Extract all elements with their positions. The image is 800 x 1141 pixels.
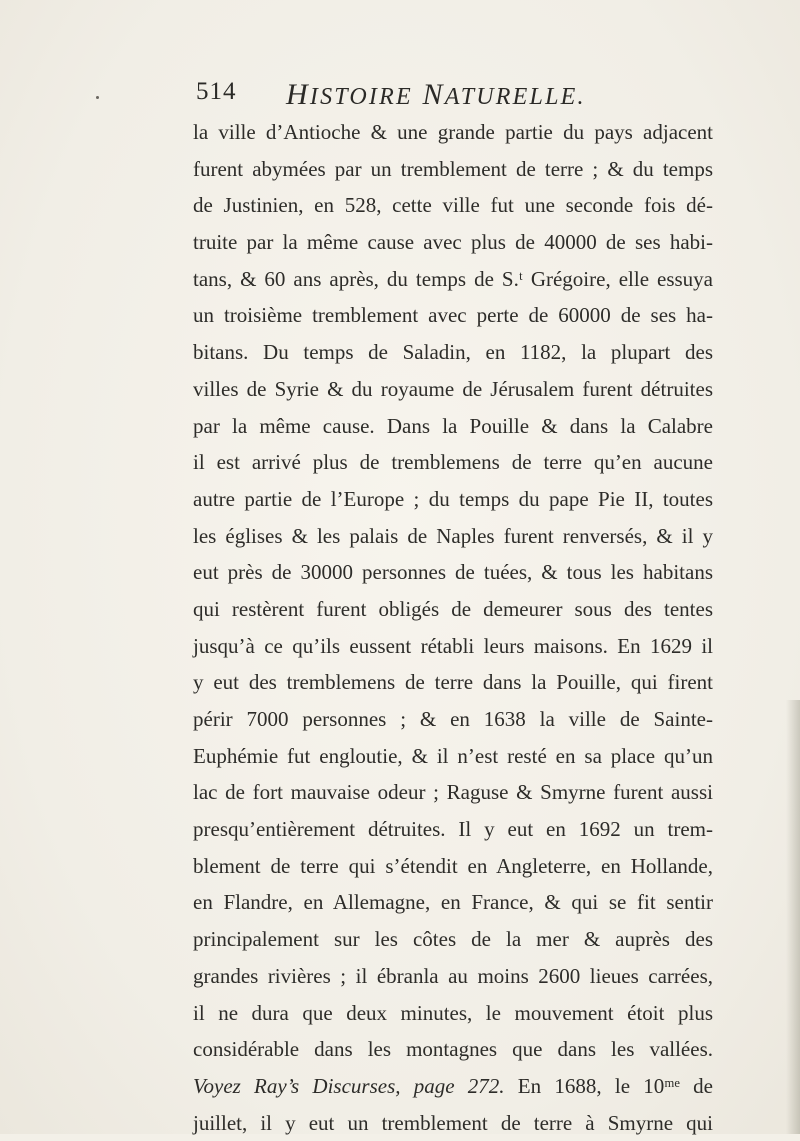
text-line: grandes rivières ; il ébranla au moins 2600 lieues carrées, — [193, 963, 713, 988]
text-line: truite par la même cause avec plus de 40000 de ses habi- — [193, 230, 713, 255]
text-line: Euphémie fut engloutie, & il n’est resté en sa place qu’un — [193, 743, 713, 768]
text-line: il ne dura que deux minutes, le mouvement étoit plus — [193, 1000, 713, 1025]
margin-mark — [96, 96, 99, 99]
running-title-initial-n: N — [412, 78, 445, 111]
page-number: 514 — [196, 78, 237, 105]
text-line: blement de terre qui s’étendit en Angleterre, en Hollande, — [193, 853, 713, 878]
running-title-initial-h: H — [286, 78, 310, 111]
text-line: les églises & les palais de Naples furent renversés, & il y — [193, 523, 713, 548]
text-line: par la même cause. Dans la Pouille & dans la Calabre — [193, 413, 713, 438]
page-header — [196, 78, 656, 112]
text-line: principalement sur les côtes de la mer & auprès des — [193, 927, 713, 952]
text-line: eut près de 30000 personnes de tuées, & tous les habitans — [193, 560, 713, 585]
text-line: la ville d’Antioche & une grande partie du pays adjacent — [193, 120, 713, 144]
citation-reference: Voyez Ray’s Discurses, page 272. — [193, 1073, 505, 1098]
text-line: qui restèrent furent obligés de demeurer sous des tentes — [193, 596, 713, 621]
text-line: jusqu’à ce qu’ils eussent rétabli leurs maisons. En 1629 il — [193, 633, 713, 658]
text-line: considérable dans les montagnes que dans les vallées. — [193, 1037, 713, 1062]
text-line: bitans. Du temps de Saladin, en 1182, la plupart des — [193, 340, 713, 365]
text-line: un troisième tremblement avec perte de 60000 de ses ha- — [193, 303, 713, 328]
running-title-word-naturelle: ATURELLE. — [444, 84, 586, 110]
text-line: furent abymées par un tremblement de terre ; & du temps — [193, 156, 713, 181]
text-line: en Flandre, en Allemagne, en France, & qui se fit sentir — [193, 890, 713, 915]
text-line: villes de Syrie & du royaume de Jérusalem furent détruites — [193, 376, 713, 401]
text-line: il est arrivé plus de tremblemens de terre qu’en aucune — [193, 450, 713, 475]
text-line-citation — [193, 1068, 713, 1105]
text-line: y eut des tremblemens de terre dans la Pouille, qui firent — [193, 670, 713, 695]
text-line: autre partie de l’Europe ; du temps du pape Pie II, toutes — [193, 486, 713, 511]
text-line: de Justinien, en 528, cette ville fut une seconde fois dé- — [193, 193, 713, 218]
page-edge-shadow — [786, 700, 800, 1134]
text-line: presqu’entièrement détruites. Il y eut en 1692 un trem- — [193, 817, 713, 842]
text-line: lac de fort mauvaise odeur ; Raguse & Smyrne furent aussi — [193, 780, 713, 805]
text-line: tans, & 60 ans après, du temps de S.ᵗ Grégoire, elle essuya — [193, 266, 713, 291]
text-line: périr 7000 personnes ; & en 1638 la ville de Sainte- — [193, 707, 713, 731]
text-line: juillet, il y eut un tremblement de terre à Smyrne qui — [193, 1110, 713, 1135]
body-text — [193, 114, 713, 1141]
citation-continuation: En 1688, le 10ᵐᵉ de — [504, 1073, 713, 1098]
running-title — [286, 78, 586, 112]
running-title-word-histoire: ISTOIRE — [309, 84, 413, 110]
